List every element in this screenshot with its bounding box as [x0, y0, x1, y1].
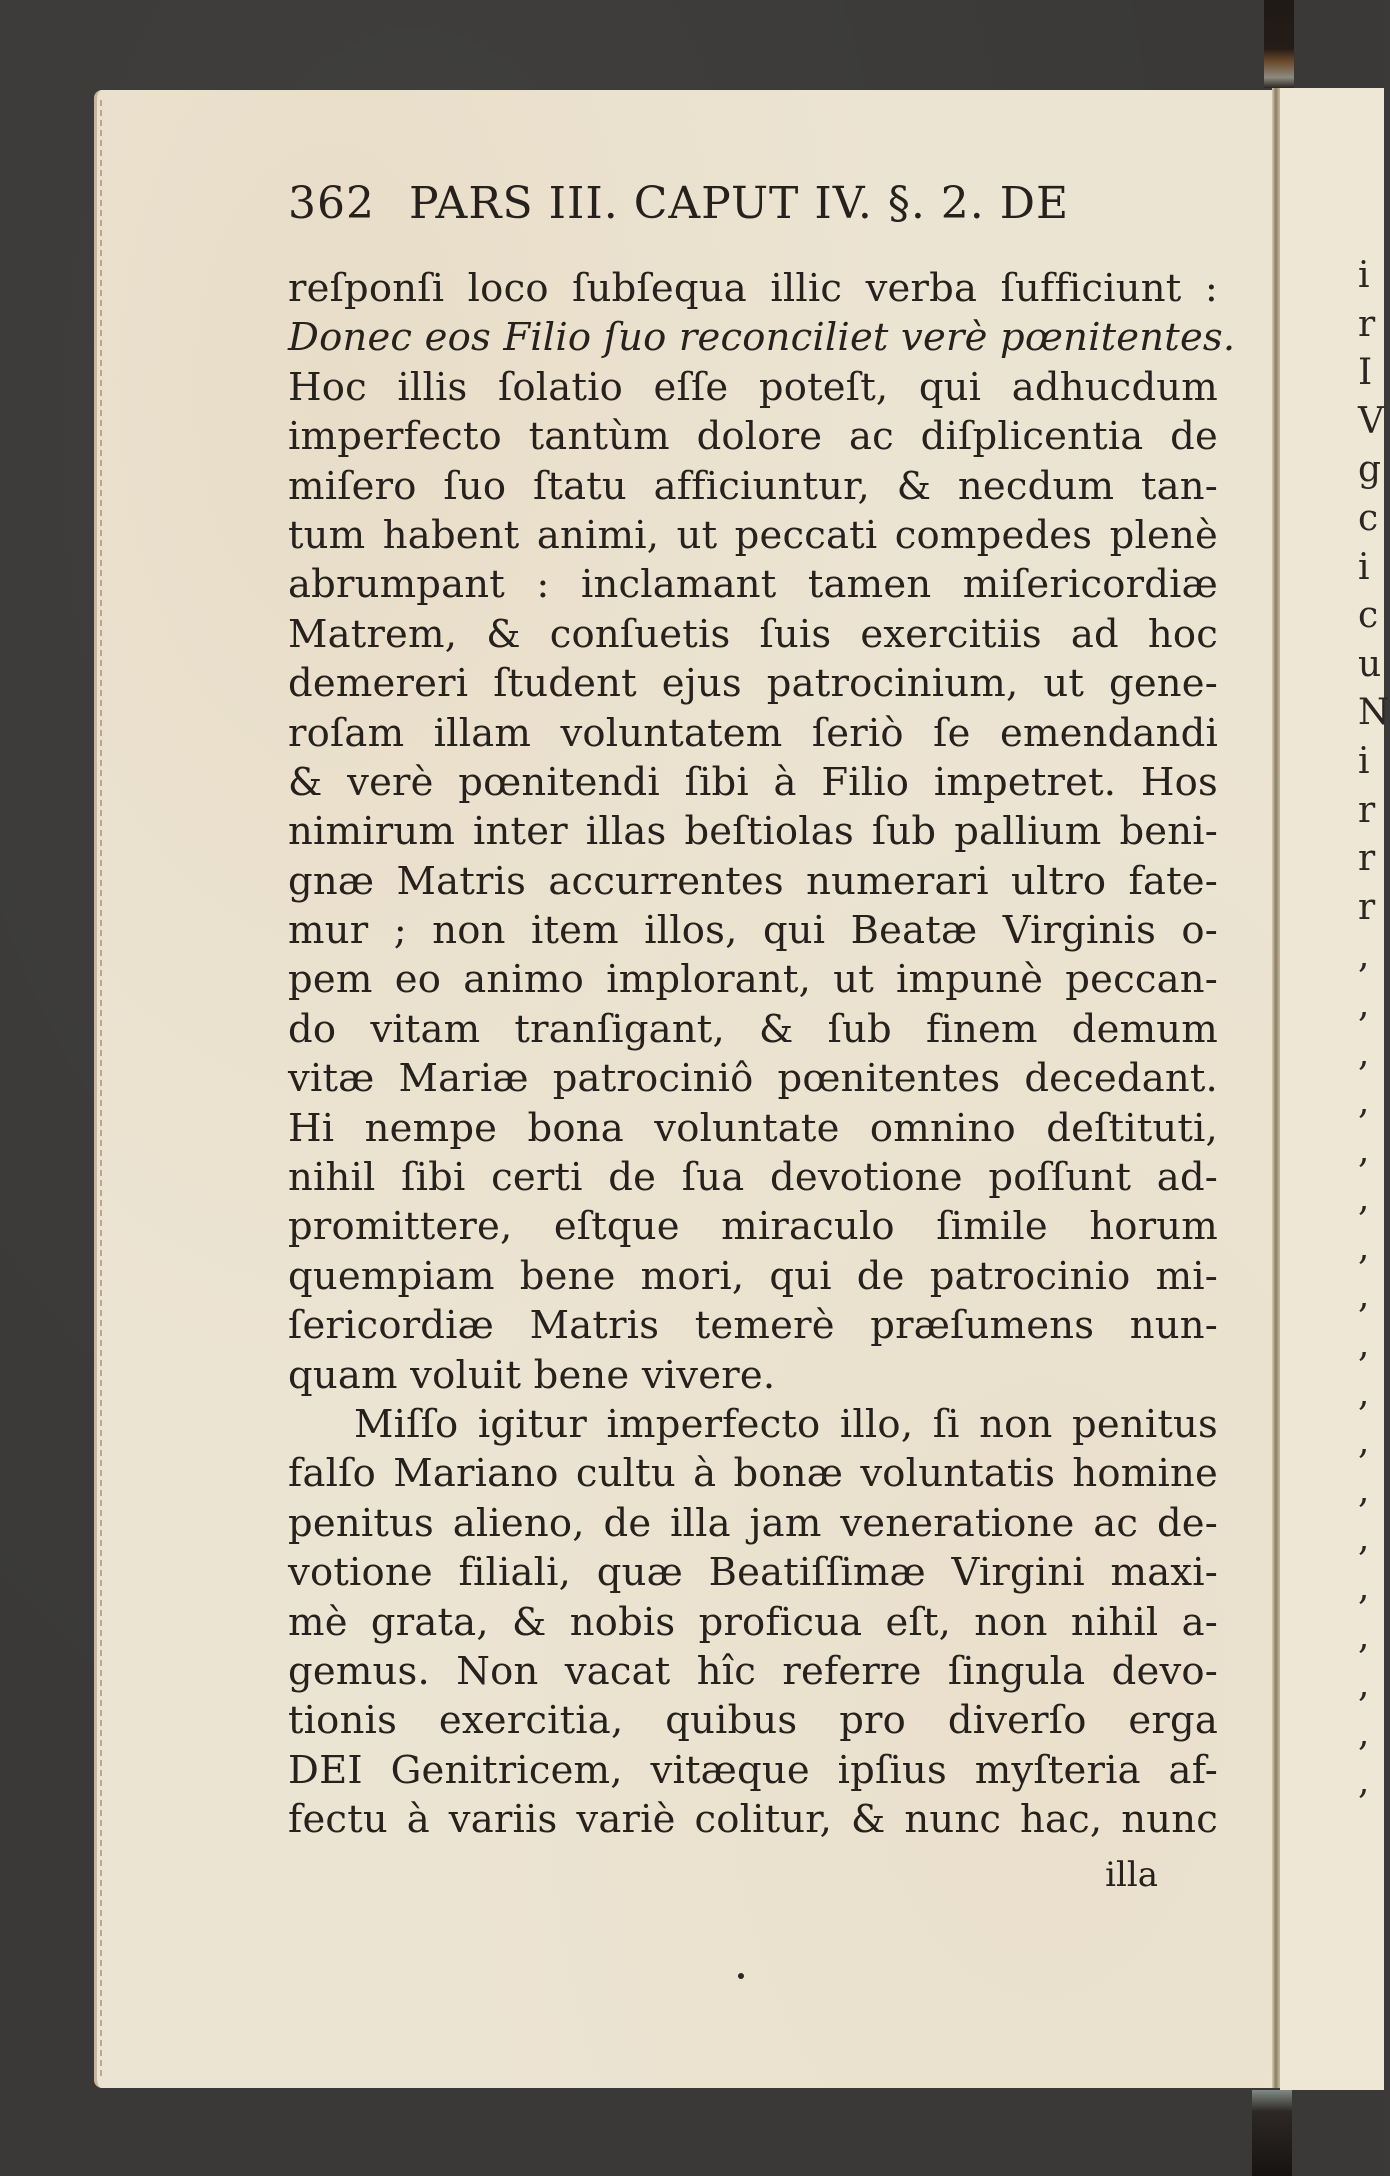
running-title: PARS III. CAPUT IV. §. 2. DE: [408, 178, 1070, 229]
text-line: abrumpant : inclamant tamen miſericordiæ: [288, 562, 1218, 608]
text-line: quempiam bene mori, qui de patrocinio mi-: [288, 1253, 1218, 1299]
text-line: nihil ſibi certi de ſua devotione poſſunt ad-: [288, 1155, 1218, 1201]
text-line: gnæ Matris accurrentes numerari ultro fate-: [288, 858, 1218, 904]
text-line: mur ; non item illos, qui Beatæ Virginis o-: [288, 908, 1218, 954]
gutter-fold: [1272, 88, 1280, 2088]
text-line: tum habent animi, ut peccati compedes plenè: [288, 512, 1218, 558]
text-line: reſponſi loco ſubſequa illic verba ſufficiunt :: [288, 266, 1218, 311]
text-line: & verè pœnitendi ſibi à Filio impetret. Hos: [288, 759, 1218, 805]
text-line: Miſſo igitur imperfecto illo, ſi non penitus: [354, 1401, 1218, 1447]
text-line: penitus alieno, de illa jam veneratione ac de-: [288, 1500, 1218, 1546]
text-line: vitæ Mariæ patrociniô pœnitentes decedant.: [288, 1056, 1218, 1102]
text-line: gemus. Non vacat hîc referre ſingula devo-: [288, 1648, 1218, 1694]
page-number: 362: [288, 178, 375, 229]
text-line: demereri ſtudent ejus patrocinium, ut gene-: [288, 661, 1218, 707]
text-line: pem eo animo implorant, ut impunè peccan-: [288, 957, 1218, 1003]
text-line: Donec eos Filio ſuo reconciliet verè pœnitentes.: [288, 315, 1236, 361]
text-line: do vitam tranſigant, & ſub finem demum: [288, 1006, 1218, 1052]
text-line: nimirum inter illas beſtiolas ſub pallium beni-: [288, 809, 1218, 855]
text-line: promittere, eſtque miraculo ſimile horum: [288, 1204, 1218, 1250]
text-line: quam voluit bene vivere.: [288, 1352, 776, 1398]
running-head: [288, 178, 1218, 248]
facing-page-letters: i r I V g c i c u N i r r r , , , , , , , , , , , , , , , , , ,: [1358, 255, 1390, 1803]
page-edge-stitching: [100, 100, 102, 2078]
text-line: ſericordiæ Matris temerè præſumens nun-: [288, 1303, 1218, 1349]
text-block: [288, 178, 1236, 1905]
body-text: [288, 264, 1236, 1845]
text-line: miſero ſuo ſtatu afficiuntur, & necdum tan-: [288, 463, 1218, 509]
catchword: illa: [1105, 1854, 1158, 1895]
text-line: Hi nempe bona voluntate omnino deſtituti,: [288, 1105, 1218, 1151]
text-line: imperfecto tantùm dolore ac diſplicentia de: [288, 414, 1218, 460]
binding-top: [1264, 0, 1294, 88]
text-line: mè grata, & nobis proficua eſt, non nihil a-: [288, 1599, 1218, 1645]
ink-speck: [738, 1973, 744, 1979]
text-line: roſam illam voluntatem ſeriò ſe emendandi: [288, 710, 1218, 756]
binding-bottom: [1252, 2090, 1292, 2176]
text-line: Hoc illis ſolatio eſſe poteſt, qui adhucdum: [288, 364, 1218, 410]
text-line: falſo Mariano cultu à bonæ voluntatis homine: [288, 1451, 1218, 1497]
text-line: tionis exercitia, quibus pro diverſo erga: [288, 1698, 1218, 1744]
text-line: DEI Genitricem, vitæque ipſius myſteria af-: [288, 1747, 1218, 1793]
text-line: votione filiali, quæ Beatiſſimæ Virgini maxi-: [288, 1550, 1218, 1596]
text-line: Matrem, & conſuetis ſuis exercitiis ad hoc: [288, 611, 1218, 657]
text-line: fectu à variis variè colitur, & nunc hac, nunc: [288, 1797, 1218, 1843]
